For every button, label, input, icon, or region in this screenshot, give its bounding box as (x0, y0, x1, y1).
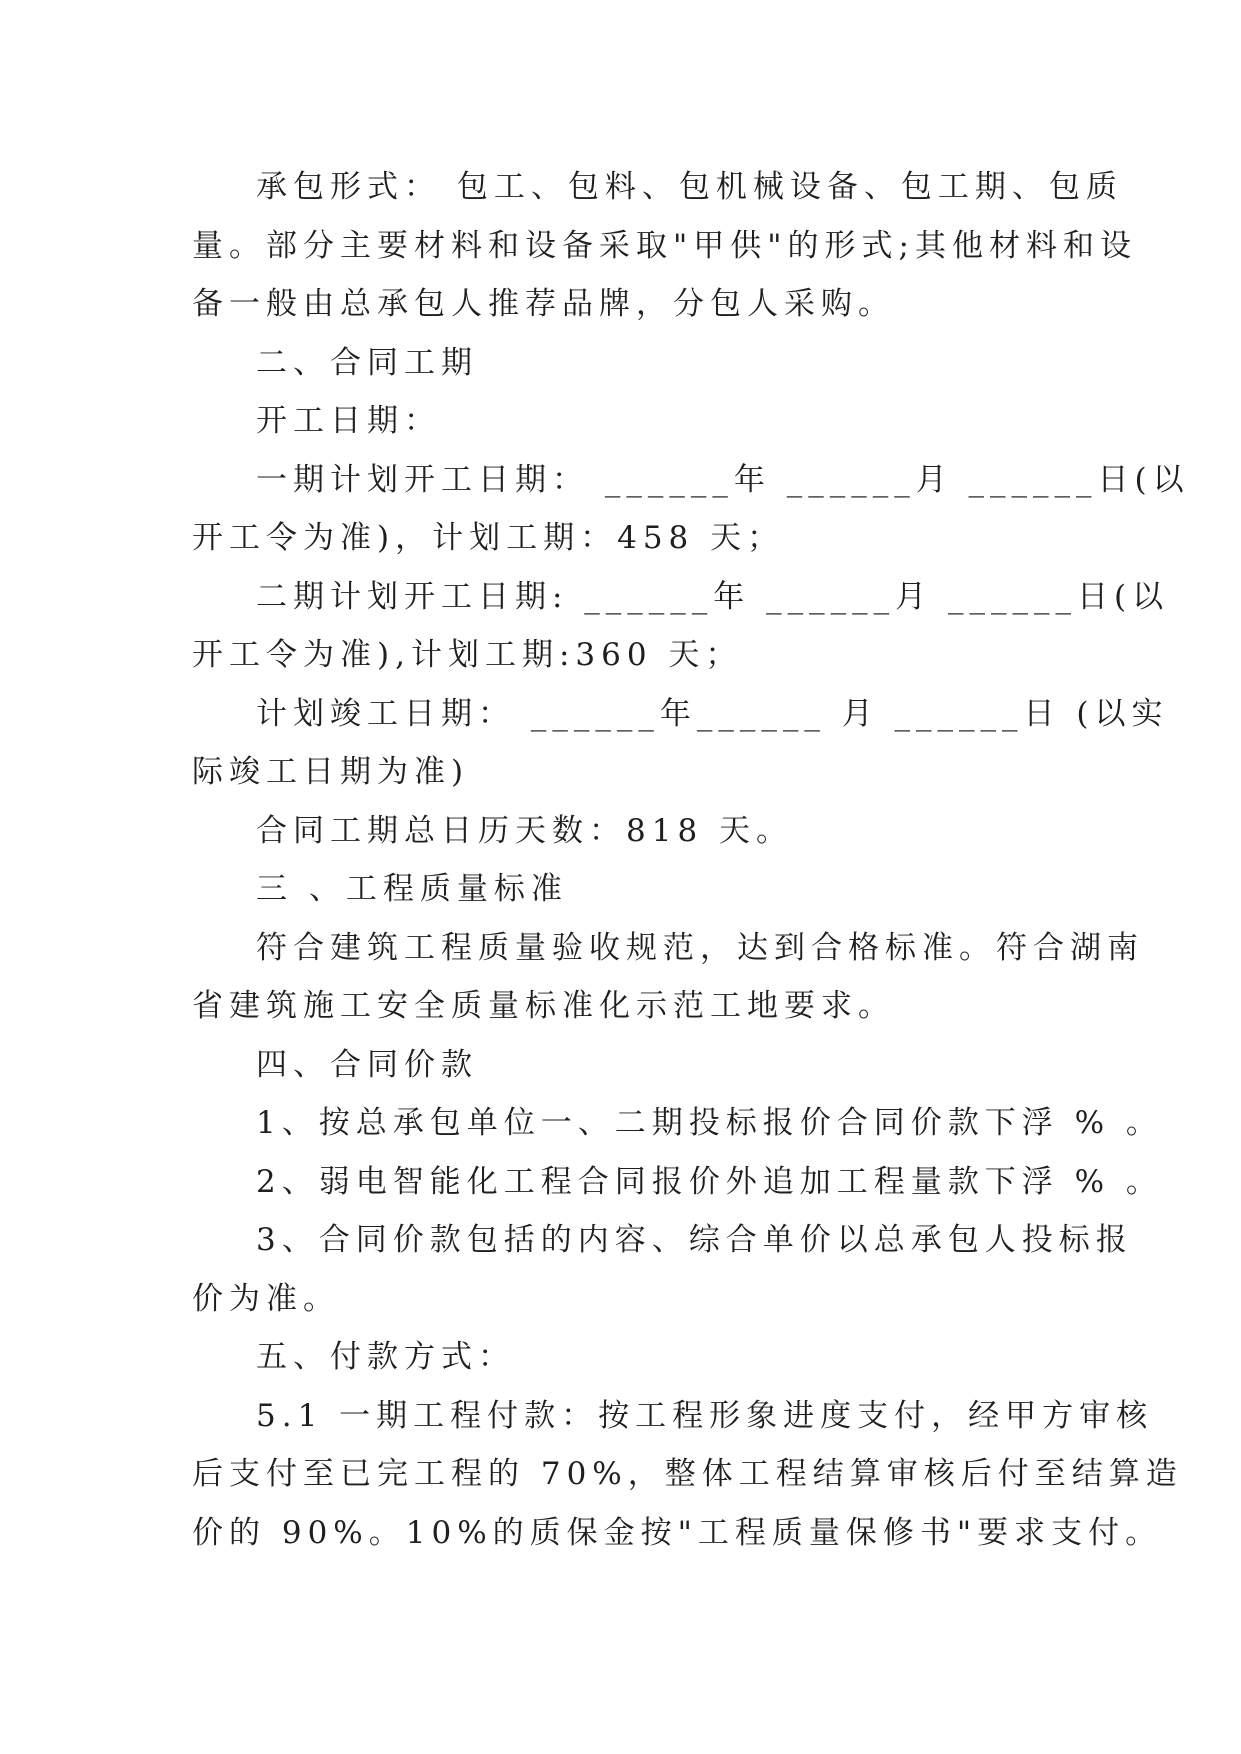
paragraph-line: 符合建筑工程质量验收规范，达到合格标准。符合湖南 (256, 929, 1144, 966)
paragraph-line: 3、合同价款包括的内容、综合单价以总承包人投标报 (256, 1222, 1133, 1258)
paragraph-line: 合同工期总日历天数：818 天。 (256, 812, 794, 849)
paragraph-line: 际竣工日期为准) (192, 754, 470, 790)
paragraph-line: 省建筑施工安全质量标准化示范工地要求。 (192, 988, 895, 1024)
paragraph-line: 二期计划开工日期: ______年 ______月 ______日(以 (256, 578, 1170, 615)
section-heading: 二、合同工期 (256, 344, 478, 381)
paragraph-line: 一期计划开工日期： ______年 ______月 ______日(以 (256, 461, 1190, 498)
section-heading: 五、付款方式： (256, 1339, 515, 1375)
section-heading: 三 、工程质量标准 (256, 871, 568, 907)
paragraph-line: 承包形式： 包工、包料、包机械设备、包工期、包质 (256, 169, 1123, 205)
paragraph-line: 1、按总承包单位一、二期投标报价合同价款下浮 % 。 (256, 1105, 1163, 1141)
paragraph-line: 后支付至已完工程的 70%，整体工程结算审核后付至结算造 (192, 1456, 1183, 1492)
paragraph-line: 备一般由总承包人推荐品牌，分包人采购。 (192, 286, 895, 322)
section-heading: 四、合同价款 (256, 1046, 478, 1083)
paragraph-line: 计划竣工日期： ______年______ 月 ______日 (以实 (256, 695, 1169, 732)
paragraph-line: 价为准。 (192, 1280, 340, 1317)
paragraph-line: 开工令为准),计划工期:360 天； (192, 637, 743, 673)
paragraph-line: 开工日期： (256, 403, 441, 439)
paragraph-line: 量。部分主要材料和设备采取"甲供"的形式;其他材料和设 (192, 227, 1137, 264)
document-body (192, 158, 1190, 1562)
paragraph-line: 开工令为准)，计划工期：458 天； (192, 520, 785, 556)
paragraph-line: 5.1 一期工程付款：按工程形象进度支付，经甲方审核 (256, 1397, 1154, 1434)
paragraph-line: 2、弱电智能化工程合同报价外追加工程量款下浮 % 。 (256, 1163, 1163, 1200)
paragraph-line: 价的 90%。10%的质保金按"工程质量保修书"要求支付。 (192, 1514, 1163, 1551)
